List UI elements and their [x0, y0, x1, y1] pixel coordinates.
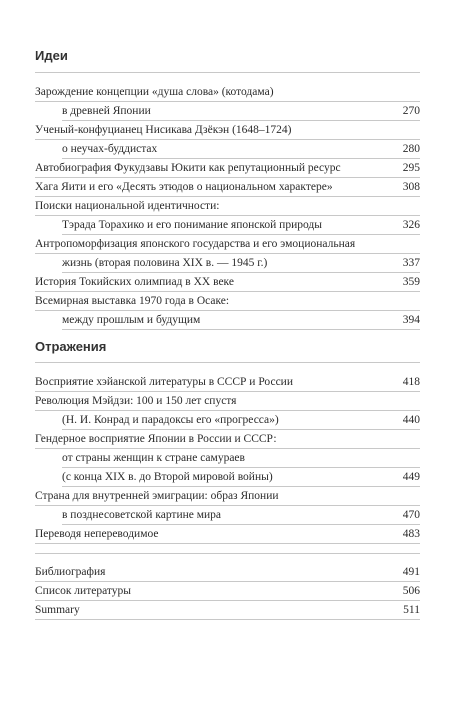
section-divider: [35, 362, 420, 363]
section-divider: [35, 72, 420, 73]
toc-line: жизнь (вторая половина XIX в. — 1945 г.) 337: [62, 254, 420, 273]
toc-line: Революция Мэйдзи: 100 и 150 лет спустя: [35, 392, 420, 411]
toc-line: Тэрада Торахико и его понимание японской природы 326: [62, 216, 420, 235]
toc-line: Антропоморфизация японского государства и его эмоциональная: [35, 235, 420, 254]
toc-line: Ученый-конфуцианец Нисикава Дзёкэн (1648–1724): [35, 121, 420, 140]
section-title-reflections: Отражения: [35, 339, 107, 354]
toc-line: о неучах-буддистах 280: [62, 140, 420, 159]
toc-line: Хага Яити и его «Десять этюдов о национальном характере» 308: [35, 178, 420, 197]
toc-line: Поиски национальной идентичности:: [35, 197, 420, 216]
toc-line: Зарождение концепции «душа слова» (котодама): [35, 83, 420, 102]
toc-line: Автобиография Фукудзавы Юкити как репутационный ресурс 295: [35, 159, 420, 178]
toc-line: Гендерное восприятие Японии в России и СССР:: [35, 430, 420, 449]
toc-line: Summary 511: [35, 601, 420, 620]
toc-line: Библиография 491: [35, 563, 420, 582]
toc-line: (Н. И. Конрад и парадоксы его «прогресса») 440: [62, 411, 420, 430]
toc-line: в древней Японии 270: [62, 102, 420, 121]
toc-line: между прошлым и будущим 394: [62, 311, 420, 330]
toc-line: Переводя непереводимое 483: [35, 525, 420, 544]
toc-line: История Токийских олимпиад в XX веке 359: [35, 273, 420, 292]
toc-line: Всемирная выставка 1970 года в Осаке:: [35, 292, 420, 311]
section-divider: [35, 553, 420, 554]
toc-line: в позднесоветской картине мира 470: [62, 506, 420, 525]
toc-line: Страна для внутренней эмиграции: образ Японии: [35, 487, 420, 506]
toc-line: (с конца XIX в. до Второй мировой войны) 449: [62, 468, 420, 487]
toc-line: Список литературы 506: [35, 582, 420, 601]
section-title-ideas: Идеи: [35, 48, 68, 63]
toc-line: Восприятие хэйанской литературы в СССР и России 418: [35, 373, 420, 392]
toc-line: от страны женщин к стране самураев: [62, 449, 420, 468]
